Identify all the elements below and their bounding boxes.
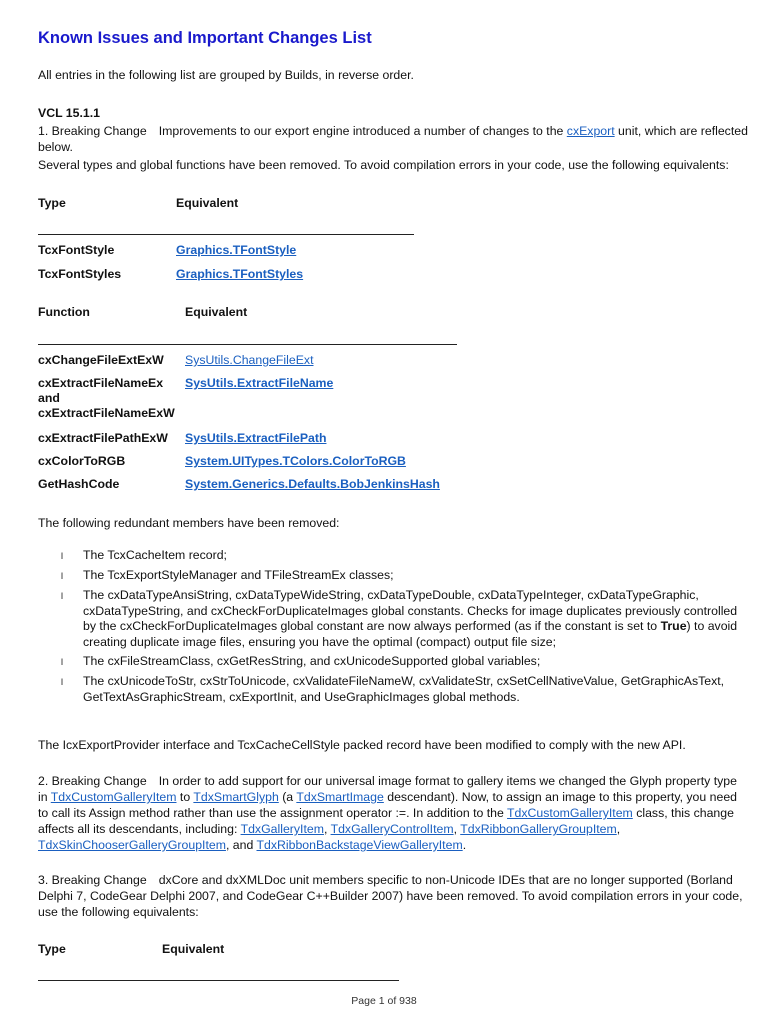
type-table2-col1-header: Type bbox=[38, 942, 66, 956]
change2-line1 bbox=[38, 774, 737, 790]
text-part: descendant). Now, to assign an image to this property, you need bbox=[383, 790, 738, 804]
tdxgalleryitem-link[interactable]: TdxGalleryItem bbox=[240, 822, 324, 836]
list-item bbox=[38, 568, 738, 584]
list-item-text: The cxUnicodeToStr, cxStrToUnicode, cxValidateFileNameW, cxValidateStr, cxSetCellNativeValue, GetGraphicAsText, bbox=[83, 674, 725, 688]
function-row-equivalent-link[interactable]: SysUtils.ExtractFileName bbox=[185, 376, 334, 390]
type-table2-rule bbox=[38, 980, 399, 981]
change3-label: 3. Breaking Change bbox=[38, 873, 147, 887]
change2-line5 bbox=[38, 838, 466, 854]
function-row-name: cxColorToRGB bbox=[38, 454, 126, 468]
page-title: Known Issues and Important Changes List bbox=[38, 29, 372, 47]
list-item-text: GetTextAsGraphicStream, cxExportInit, and UseGraphicImages global methods. bbox=[83, 689, 520, 704]
bold-true-keyword: True bbox=[660, 619, 687, 633]
type-row-equivalent-link[interactable]: Graphics.TFontStyles bbox=[176, 267, 304, 281]
type-row-name: TcxFontStyle bbox=[38, 243, 115, 257]
change1-types-note: Several types and global functions have been removed. To avoid compilation errors in your code, use the following equivalents: bbox=[38, 158, 729, 172]
function-row-name-and: and bbox=[38, 391, 60, 405]
list-item-text: cxDataTypeString, and cxCheckForDuplicateImages global constants. Checks for image duplicates previously controlled bbox=[83, 603, 738, 618]
change1-text-before: Improvements to our export engine introduced a number of changes to the bbox=[158, 124, 567, 138]
list-item-text-part: ) to avoid bbox=[686, 619, 738, 633]
tdxskinchoosergallerygroupitem-link[interactable]: TdxSkinChooserGalleryGroupItem bbox=[38, 838, 226, 852]
version-heading: VCL 15.1.1 bbox=[38, 106, 100, 120]
type-table2-col2-header: Equivalent bbox=[162, 942, 225, 956]
text-part: , bbox=[323, 822, 331, 836]
list-item bbox=[38, 674, 738, 705]
function-row-equivalent-link[interactable]: System.UITypes.TColors.ColorToRGB bbox=[185, 454, 406, 468]
change3-line2: Delphi 7, CodeGear Delphi 2007, and CodeGear C++Builder 2007) have been removed. To avoid compilation errors in your code, bbox=[38, 889, 743, 903]
function-row-name: cxChangeFileExtExW bbox=[38, 353, 164, 367]
change2-line2 bbox=[38, 790, 737, 806]
text-part: class, this change bbox=[632, 806, 734, 820]
function-row-name-cont: cxExtractFileNameExW bbox=[38, 406, 175, 420]
function-table-col2-header: Equivalent bbox=[185, 305, 248, 319]
function-row-equivalent-link[interactable]: System.Generics.Defaults.BobJenkinsHash bbox=[185, 477, 440, 491]
list-item bbox=[38, 654, 738, 670]
list-item-text: The cxFileStreamClass, cxGetResString, and cxUnicodeSupported global variables; bbox=[83, 654, 541, 668]
cxexport-link[interactable]: cxExport bbox=[566, 124, 615, 138]
text-part: in bbox=[38, 790, 51, 804]
text-part: , bbox=[616, 822, 621, 836]
function-row-name: GetHashCode bbox=[38, 477, 120, 491]
tdxcustomgalleryitem-link[interactable]: TdxCustomGalleryItem bbox=[50, 790, 177, 804]
list-item-text: creating duplicate image files, ensuring you have the optimal (compact) output file size; bbox=[83, 634, 556, 649]
change2-line4 bbox=[38, 822, 620, 838]
text-part: (a bbox=[278, 790, 297, 804]
change2-text: In order to add support for our universal image format to gallery items we changed the Glyph property type bbox=[158, 774, 737, 788]
page-footer: Page 1 of 938 bbox=[351, 995, 417, 1007]
change3-line1 bbox=[38, 873, 733, 889]
tdxribbongallerygroupitem-link[interactable]: TdxRibbonGalleryGroupItem bbox=[460, 822, 617, 836]
function-row-name: cxExtractFileNameEx bbox=[38, 376, 164, 390]
change3-line3: use the following equivalents: bbox=[38, 905, 199, 919]
type-table-col1-header: Type bbox=[38, 196, 66, 210]
function-table-col1-header: Function bbox=[38, 305, 90, 319]
modified-note: The IcxExportProvider interface and TcxCacheCellStyle packed record have been modified to comply with the new API. bbox=[38, 738, 686, 752]
tdxcustomgalleryitem-link[interactable]: TdxCustomGalleryItem bbox=[507, 806, 633, 820]
list-item-text-part: by the cxCheckForDuplicateImages global constant are now always performed (as if the constant is set to bbox=[83, 619, 661, 633]
type-row-name: TcxFontStyles bbox=[38, 267, 122, 281]
type-table-col2-header: Equivalent bbox=[176, 196, 239, 210]
function-row-equivalent-link[interactable]: SysUtils.ExtractFilePath bbox=[185, 431, 327, 445]
text-part: affects all its descendants, including: bbox=[38, 822, 241, 836]
list-item-text: The cxDataTypeAnsiString, cxDataTypeWideString, cxDataTypeDouble, cxDataTypeInteger, cxDataTypeGraphic, bbox=[83, 588, 699, 602]
text-part: . bbox=[462, 838, 467, 852]
text-part: , bbox=[453, 822, 461, 836]
change1-line1 bbox=[38, 124, 748, 140]
change2-label: 2. Breaking Change bbox=[38, 774, 147, 788]
type-table-rule bbox=[38, 234, 414, 235]
tdxsmartglyph-link[interactable]: TdxSmartGlyph bbox=[193, 790, 279, 804]
list-item-text: The TcxExportStyleManager and TFileStreamEx classes; bbox=[83, 568, 394, 582]
bullet-marker: l bbox=[61, 551, 63, 561]
list-item bbox=[38, 548, 738, 564]
bullet-marker: l bbox=[61, 677, 63, 687]
removed-list bbox=[38, 548, 738, 705]
change3-text: dxCore and dxXMLDoc unit members specific to non-Unicode IDEs that are no longer supported (Borland bbox=[158, 873, 733, 887]
bullet-marker: l bbox=[61, 591, 63, 601]
change2-line3 bbox=[38, 806, 734, 822]
change1-wrap: below. bbox=[38, 140, 73, 154]
list-item bbox=[38, 588, 738, 650]
list-item-text bbox=[83, 619, 737, 635]
function-row-name: cxExtractFilePathExW bbox=[38, 431, 168, 445]
function-row-equivalent-link[interactable]: SysUtils.ChangeFileExt bbox=[185, 353, 314, 367]
function-table-rule bbox=[38, 344, 457, 345]
bullet-marker: l bbox=[61, 571, 63, 581]
removed-intro: The following redundant members have been removed: bbox=[38, 516, 340, 530]
text-part: to bbox=[176, 790, 194, 804]
text-part: , and bbox=[225, 838, 257, 852]
change1-label: 1. Breaking Change bbox=[38, 124, 147, 138]
bullet-marker: l bbox=[61, 657, 63, 667]
intro-text: All entries in the following list are grouped by Builds, in reverse order. bbox=[38, 68, 414, 82]
tdxgallerycontrolitem-link[interactable]: TdxGalleryControlItem bbox=[330, 822, 454, 836]
change1-text-after: unit, which are reflected bbox=[614, 124, 748, 138]
tdxsmartimage-link[interactable]: TdxSmartImage bbox=[296, 790, 384, 804]
text-part: to call its Assign method rather than use the assignment operator :=. In addition to the bbox=[38, 806, 508, 820]
list-item-text: The TcxCacheItem record; bbox=[83, 548, 227, 562]
type-row-equivalent-link[interactable]: Graphics.TFontStyle bbox=[176, 243, 297, 257]
tdxribbonbackstageviewgalleryitem-link[interactable]: TdxRibbonBackstageViewGalleryItem bbox=[256, 838, 463, 852]
